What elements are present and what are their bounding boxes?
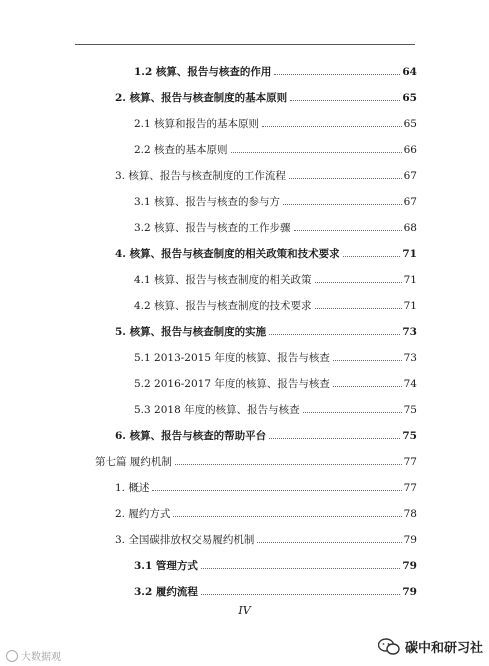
watermark-left bbox=[6, 648, 61, 663]
dot-leader bbox=[257, 542, 401, 543]
watermark-left-text: 大数据观 bbox=[21, 652, 61, 663]
toc-entry[interactable] bbox=[134, 403, 417, 417]
toc-entry-page: 67 bbox=[403, 196, 417, 208]
toc-entry-title: 4.2 核算、报告与核查制度的技术要求 bbox=[134, 300, 312, 312]
toc-entry-title: 6. 核算、报告与核查的帮助平台 bbox=[115, 430, 267, 442]
toc-entry-title: 4. 核算、报告与核查制度的相关政策和技术要求 bbox=[115, 248, 340, 260]
toc-entry[interactable] bbox=[115, 169, 417, 183]
toc-entry-page: 71 bbox=[403, 274, 417, 286]
toc-entry-page: 73 bbox=[403, 352, 417, 364]
toc-entry[interactable] bbox=[134, 221, 417, 235]
toc-entry-page: 78 bbox=[403, 508, 417, 520]
dot-leader bbox=[315, 282, 402, 283]
dot-leader bbox=[343, 256, 401, 257]
dot-leader bbox=[289, 178, 402, 179]
toc-entry[interactable] bbox=[115, 247, 417, 261]
toc-entry-title: 2.1 核算和报告的基本原则 bbox=[134, 118, 260, 130]
dot-leader bbox=[315, 308, 402, 309]
toc-entry-page: 65 bbox=[402, 92, 417, 104]
dot-leader bbox=[269, 334, 400, 335]
dot-leader bbox=[201, 568, 400, 569]
dot-leader bbox=[333, 360, 402, 361]
toc-entry[interactable] bbox=[115, 429, 417, 443]
toc-entry-title: 5.1 2013-2015 年度的核算、报告与核查 bbox=[134, 352, 330, 364]
toc-entry[interactable] bbox=[115, 325, 417, 339]
dot-leader bbox=[262, 126, 402, 127]
toc-entry-title: 1.2 核算、报告与核查的作用 bbox=[134, 66, 272, 78]
dot-leader bbox=[201, 594, 400, 595]
dot-leader bbox=[173, 516, 401, 517]
toc-entry-title: 5. 核算、报告与核查制度的实施 bbox=[115, 326, 267, 338]
toc-entry[interactable] bbox=[134, 143, 417, 157]
toc-entry-title: 1. 概述 bbox=[115, 482, 150, 494]
toc-entry-page: 66 bbox=[403, 144, 417, 156]
toc-entry[interactable] bbox=[134, 273, 417, 287]
toc-entry[interactable] bbox=[115, 533, 417, 547]
dot-leader bbox=[274, 74, 400, 75]
wechat-logo-icon bbox=[378, 638, 400, 656]
toc-entry-page: 64 bbox=[402, 66, 417, 78]
toc-entry[interactable] bbox=[134, 377, 417, 391]
toc-entry[interactable] bbox=[115, 481, 417, 495]
toc-entry-title: 2. 履约方式 bbox=[115, 508, 171, 520]
toc-entry[interactable] bbox=[134, 117, 417, 131]
toc-entry[interactable] bbox=[95, 455, 417, 469]
dot-leader bbox=[231, 152, 402, 153]
toc-entry-title: 3.1 管理方式 bbox=[134, 560, 198, 572]
toc-entry-title: 4.1 核算、报告与核查制度的相关政策 bbox=[134, 274, 312, 286]
circle-icon bbox=[6, 650, 18, 662]
dot-leader bbox=[152, 490, 401, 491]
toc-entry-title: 3.2 履约流程 bbox=[134, 586, 198, 598]
toc-entry-page: 65 bbox=[403, 118, 417, 130]
toc-entry-page: 71 bbox=[403, 300, 417, 312]
toc-entry-title: 3. 全国碳排放权交易履约机制 bbox=[115, 534, 255, 546]
header-rule bbox=[75, 44, 415, 45]
toc-entry[interactable] bbox=[115, 507, 417, 521]
toc-entry-page: 77 bbox=[403, 456, 417, 468]
toc-entry-page: 74 bbox=[403, 378, 417, 390]
watermark-right-text: 碳中和研习社 bbox=[404, 641, 483, 656]
dot-leader bbox=[283, 204, 402, 205]
toc-entry[interactable] bbox=[134, 299, 417, 313]
dot-leader bbox=[294, 230, 402, 231]
dot-leader bbox=[290, 100, 400, 101]
toc-entry-title: 5.2 2016-2017 年度的核算、报告与核查 bbox=[134, 378, 330, 390]
toc-entry-page: 79 bbox=[402, 586, 417, 598]
dot-leader bbox=[269, 438, 400, 439]
toc-entry[interactable] bbox=[134, 559, 417, 573]
toc-entry-title: 2. 核算、报告与核查制度的基本原则 bbox=[115, 92, 288, 104]
toc-entry-title: 第七篇 履约机制 bbox=[95, 456, 172, 468]
toc-entry-page: 77 bbox=[403, 482, 417, 494]
toc-entry[interactable] bbox=[134, 65, 417, 79]
toc-entry-title: 3.1 核算、报告与核查的参与方 bbox=[134, 196, 281, 208]
toc-entry-page: 79 bbox=[402, 560, 417, 572]
toc-entry-page: 73 bbox=[402, 326, 417, 338]
toc-entry[interactable] bbox=[115, 91, 417, 105]
toc-entry[interactable] bbox=[134, 195, 417, 209]
toc-entry-page: 75 bbox=[403, 404, 417, 416]
dot-leader bbox=[175, 464, 402, 465]
toc-entry-title: 3. 核算、报告与核查制度的工作流程 bbox=[115, 170, 286, 182]
toc-entry[interactable] bbox=[134, 585, 417, 599]
toc-entry-title: 3.2 核算、报告与核查的工作步骤 bbox=[134, 222, 291, 234]
dot-leader bbox=[333, 386, 402, 387]
toc-entry-title: 5.3 2018 年度的核算、报告与核查 bbox=[134, 404, 300, 416]
toc-entry-page: 75 bbox=[402, 430, 417, 442]
page-number: IV bbox=[238, 604, 251, 617]
toc-entry[interactable] bbox=[134, 351, 417, 365]
toc-entry-page: 67 bbox=[403, 170, 417, 182]
toc-entry-title: 2.2 核查的基本原则 bbox=[134, 144, 228, 156]
dot-leader bbox=[303, 412, 402, 413]
toc-entry-page: 79 bbox=[403, 534, 417, 546]
toc-entry-page: 68 bbox=[403, 222, 417, 234]
toc-entry-page: 71 bbox=[402, 248, 417, 260]
watermark-right bbox=[378, 637, 483, 656]
